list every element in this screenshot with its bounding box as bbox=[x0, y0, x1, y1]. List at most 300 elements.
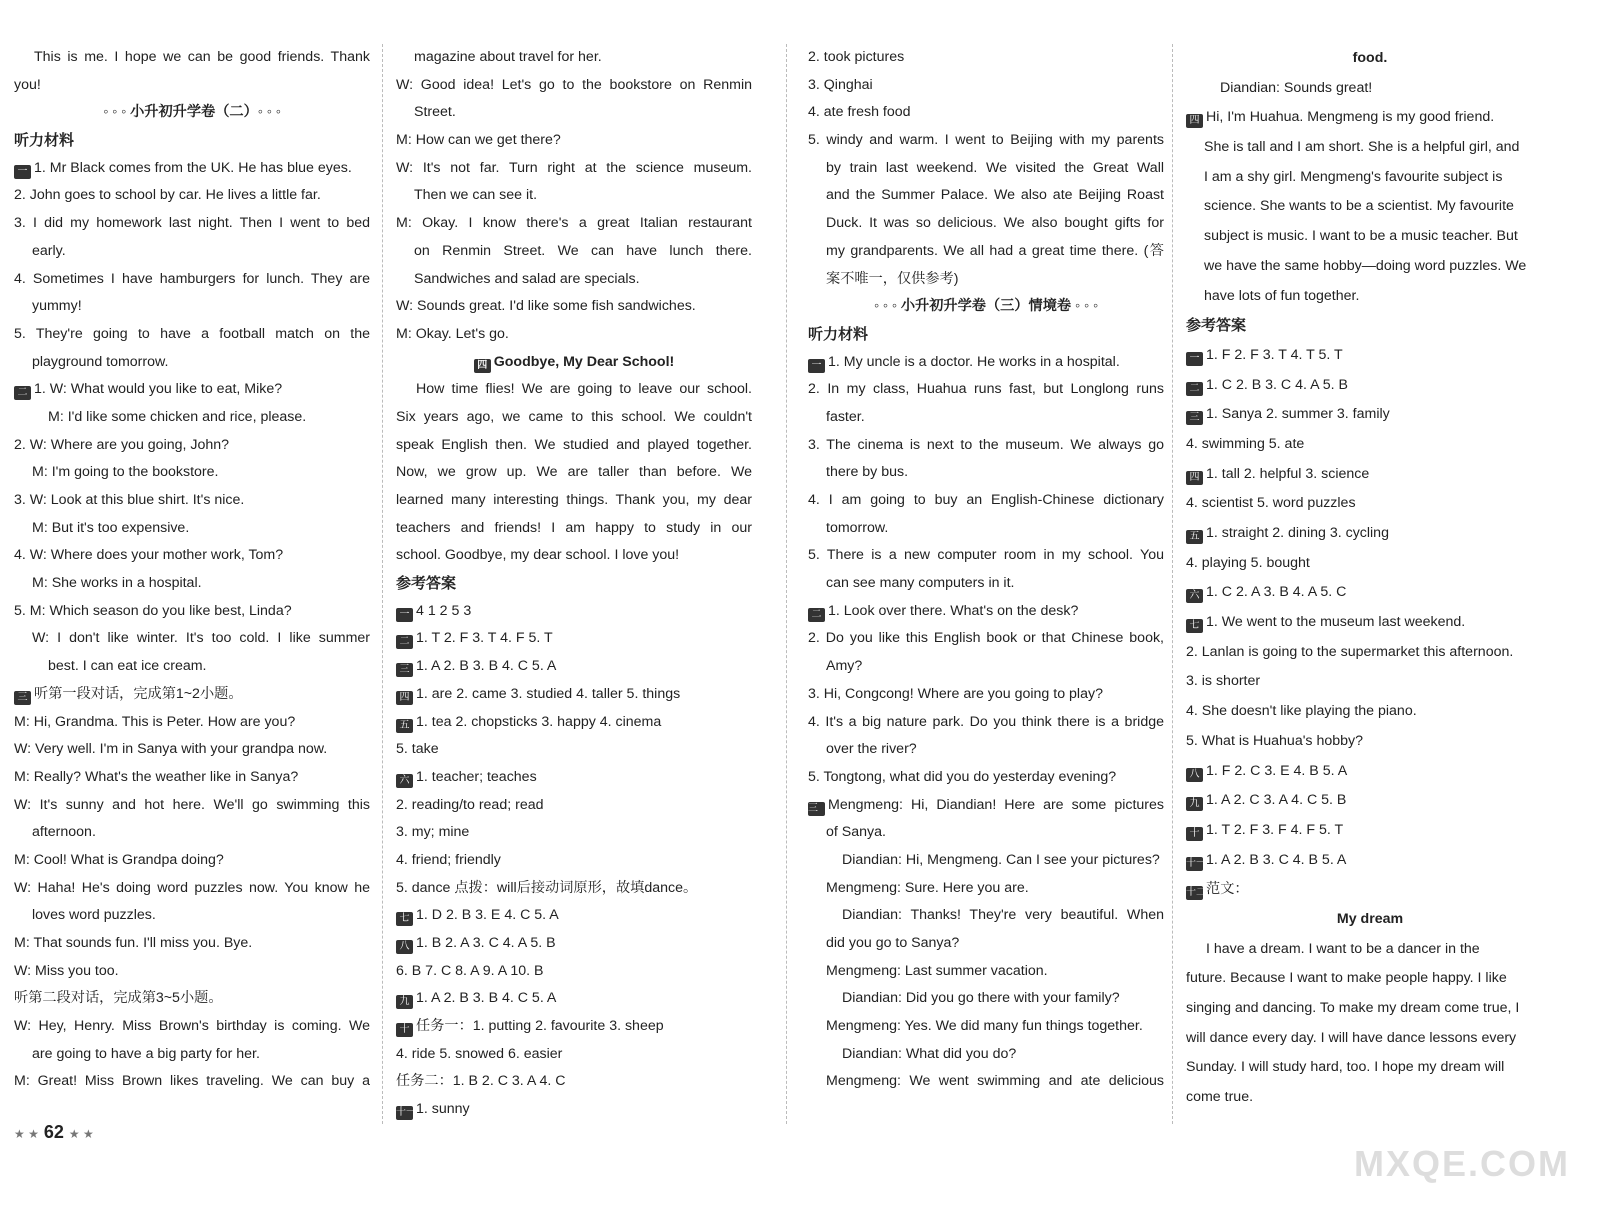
line-text: M: Okay. Let's go. bbox=[396, 325, 509, 342]
text-line bbox=[1186, 400, 1554, 430]
section-marker-icon: 六 bbox=[396, 774, 413, 788]
line-text: food. bbox=[1352, 50, 1388, 66]
text-line bbox=[14, 127, 370, 155]
text-line bbox=[1186, 519, 1554, 549]
text-line bbox=[396, 736, 752, 764]
line-text: Sunday. I will study hard, too. I hope my dream will bbox=[1186, 1059, 1505, 1076]
text-line bbox=[396, 598, 752, 626]
text-line bbox=[1186, 905, 1554, 935]
text-line bbox=[1186, 44, 1554, 74]
text-line bbox=[14, 210, 370, 238]
line-text: 1. A 2. B 3. B 4. C 5. A bbox=[416, 990, 557, 1007]
text-line bbox=[396, 764, 752, 792]
line-text: 参考答案 bbox=[396, 574, 457, 593]
line-text: Hi, I'm Huahua. Mengmeng is my good friend. bbox=[1206, 109, 1495, 126]
text-line bbox=[14, 570, 370, 598]
line-text: 3. Qinghai bbox=[808, 76, 873, 93]
text-line bbox=[14, 985, 370, 1013]
line-text: we have the same hobby—doing word puzzles. We bbox=[1204, 257, 1527, 274]
text-line bbox=[1186, 757, 1554, 787]
line-text: ◦ ◦ ◦ 小升初升学卷（三）情境卷 ◦ ◦ ◦ bbox=[873, 298, 1099, 315]
line-text: on Renmin Street. We can have lunch there. bbox=[414, 242, 752, 259]
section-marker-icon: 十一 bbox=[396, 1107, 416, 1119]
text-line bbox=[396, 210, 752, 238]
line-text: I have a dream. I want to be a dancer in the bbox=[1206, 940, 1480, 957]
line-text: 1. We went to the museum last weekend. bbox=[1206, 614, 1466, 631]
line-text: W: Miss you too. bbox=[14, 962, 119, 979]
line-text: can see many computers in it. bbox=[826, 575, 1015, 592]
text-line bbox=[14, 1068, 370, 1096]
line-text: Then we can see it. bbox=[414, 187, 538, 204]
text-line bbox=[14, 542, 370, 570]
text-line bbox=[14, 736, 370, 764]
line-text: 4. playing 5. bought bbox=[1186, 554, 1310, 571]
text-line bbox=[1186, 786, 1554, 816]
text-line bbox=[1186, 460, 1554, 490]
line-text: 4. W: Where does your mother work, Tom? bbox=[14, 547, 284, 564]
text-line bbox=[808, 792, 1164, 820]
line-text: 1. T 2. F 3. F 4. F 5. T bbox=[1206, 821, 1344, 838]
line-text: W: I don't like winter. It's too cold. I like summer bbox=[32, 630, 370, 647]
text-line bbox=[808, 155, 1164, 183]
line-text: Sandwiches and salad are specials. bbox=[414, 270, 640, 287]
text-line bbox=[14, 266, 370, 294]
text-line bbox=[1186, 282, 1554, 312]
line-text: Diandian: Hi, Mengmeng. Can I see your pictures? bbox=[842, 851, 1160, 868]
text-line bbox=[396, 709, 752, 737]
text-line bbox=[808, 1013, 1164, 1041]
line-text: W: It's sunny and hot here. We'll go swimming this bbox=[14, 796, 370, 813]
line-text: Mengmeng: Yes. We did many fun things together. bbox=[826, 1018, 1143, 1035]
line-text: 4. scientist 5. word puzzles bbox=[1186, 495, 1356, 512]
line-text: 1. A 2. C 3. A 4. C 5. B bbox=[1206, 792, 1347, 809]
text-line bbox=[1186, 638, 1554, 668]
column-3 bbox=[808, 44, 1164, 1096]
line-text: 1. F 2. F 3. T 4. T 5. T bbox=[1206, 346, 1343, 363]
line-text: 4. Sometimes I have hamburgers for lunch. They are bbox=[14, 270, 370, 287]
line-text: How time flies! We are going to leave our school. bbox=[416, 381, 752, 398]
text-line bbox=[808, 598, 1164, 626]
text-line bbox=[1186, 994, 1554, 1024]
text-line bbox=[14, 376, 370, 404]
text-line bbox=[14, 238, 370, 266]
line-text: M: I'd like some chicken and rice, please. bbox=[48, 408, 307, 425]
line-text: Diandian: What did you do? bbox=[842, 1045, 1017, 1062]
text-line bbox=[14, 792, 370, 820]
text-line bbox=[1186, 608, 1554, 638]
section-marker-icon: 十二 bbox=[1186, 887, 1206, 899]
line-text: M: She works in a hospital. bbox=[32, 575, 202, 592]
text-line bbox=[1186, 163, 1554, 193]
text-line bbox=[1186, 935, 1554, 965]
line-text: M: Hi, Grandma. This is Peter. How are you? bbox=[14, 713, 296, 730]
line-text: 听第一段对话，完成第1~2小题。 bbox=[34, 685, 243, 702]
line-text: Mengmeng: Sure. Here you are. bbox=[826, 879, 1029, 896]
line-text: 1. sunny bbox=[416, 1101, 470, 1118]
text-line bbox=[14, 155, 370, 183]
line-text: Mengmeng: Hi, Diandian! Here are some pictures bbox=[828, 796, 1164, 813]
line-text: science. She wants to be a scientist. My favourite bbox=[1204, 198, 1514, 215]
line-text: are going to have a big party for her. bbox=[32, 1045, 260, 1062]
section-marker-icon: 二 bbox=[14, 386, 31, 400]
text-line bbox=[1186, 192, 1554, 222]
line-text: 5. They're going to have a football match on the bbox=[14, 325, 370, 342]
text-line bbox=[1186, 727, 1554, 757]
text-line bbox=[808, 902, 1164, 930]
text-line bbox=[396, 266, 752, 294]
line-text: 2. In my class, Huahua runs fast, but Longlong runs bbox=[808, 381, 1164, 398]
line-text: M: How can we get there? bbox=[396, 132, 561, 149]
text-line bbox=[396, 653, 752, 681]
section-marker-icon: 十一 bbox=[1186, 857, 1206, 869]
line-text: I am a shy girl. Mengmeng's favourite subject is bbox=[1204, 168, 1503, 185]
line-text: will dance every day. I will have dance lessons every bbox=[1186, 1029, 1517, 1046]
section-marker-icon: 三 bbox=[1186, 411, 1203, 425]
line-text: 4. I am going to buy an English-Chinese dictionary bbox=[808, 492, 1164, 508]
line-text: Six years ago, we came to this school. We couldn't bbox=[396, 408, 752, 425]
line-text: ◦ ◦ ◦ 小升初升学卷（二）◦ ◦ ◦ bbox=[103, 104, 281, 121]
text-line bbox=[396, 182, 752, 210]
text-line bbox=[808, 376, 1164, 404]
line-text: This is me. I hope we can be good friends. Thank bbox=[34, 49, 370, 65]
line-text: tomorrow. bbox=[826, 519, 889, 536]
line-text: She is tall and I am short. She is a helpful girl, and bbox=[1204, 139, 1520, 156]
line-text: Mengmeng: We went swimming and ate delicious bbox=[826, 1073, 1164, 1090]
line-text: 4. friend; friendly bbox=[396, 851, 501, 868]
text-line bbox=[396, 1096, 752, 1124]
text-line bbox=[14, 625, 370, 653]
text-line bbox=[14, 875, 370, 903]
line-text: 2. Do you like this English book or that Chinese book, bbox=[808, 630, 1164, 647]
line-text: 4. ate fresh food bbox=[808, 104, 911, 121]
text-line bbox=[396, 570, 752, 598]
line-text: 1. tall 2. helpful 3. science bbox=[1206, 465, 1370, 482]
text-line bbox=[1186, 816, 1554, 846]
section-marker-icon: 四 bbox=[1186, 114, 1203, 128]
text-line bbox=[1186, 74, 1554, 104]
section-marker-icon: 一 bbox=[1186, 352, 1203, 366]
text-line bbox=[1186, 489, 1554, 519]
text-line bbox=[396, 681, 752, 709]
line-text: subject is music. I want to be a music teacher. But bbox=[1204, 228, 1518, 245]
text-line bbox=[396, 902, 752, 930]
text-line bbox=[396, 542, 752, 570]
star-icon: ★ ★ bbox=[68, 1127, 94, 1141]
line-text: W: Good idea! Let's go to the bookstore on Renmin bbox=[396, 76, 752, 93]
line-text: Goodbye, My Dear School! bbox=[493, 353, 675, 370]
section-marker-icon: 一 bbox=[14, 165, 31, 179]
line-text: 4. ride 5. snowed 6. easier bbox=[396, 1045, 563, 1062]
text-line bbox=[396, 44, 752, 72]
star-icon: ★ ★ bbox=[14, 1127, 39, 1141]
page-number: 62 bbox=[43, 1122, 64, 1142]
line-text: 5. take bbox=[396, 741, 439, 758]
line-text: afternoon. bbox=[32, 824, 96, 841]
line-text: Diandian: Did you go there with your family? bbox=[842, 990, 1120, 1007]
text-line bbox=[808, 99, 1164, 127]
line-text: there by bus. bbox=[826, 464, 909, 481]
line-text: 1. F 2. C 3. E 4. B 5. A bbox=[1206, 762, 1348, 779]
line-text: 1. My uncle is a doctor. He works in a hospital. bbox=[828, 353, 1120, 370]
text-line bbox=[396, 985, 752, 1013]
line-text: 3. The cinema is next to the museum. We always go bbox=[808, 436, 1164, 453]
line-text: 2. John goes to school by car. He lives a little far. bbox=[14, 187, 321, 204]
text-line bbox=[396, 792, 752, 820]
section-marker-icon: 二 bbox=[808, 608, 825, 622]
line-text: magazine about travel for her. bbox=[414, 49, 602, 65]
line-text: W: Very well. I'm in Sanya with your grandpa now. bbox=[14, 741, 328, 758]
line-text: loves word puzzles. bbox=[32, 907, 156, 924]
line-text: 1. Sanya 2. summer 3. family bbox=[1206, 406, 1390, 423]
line-text: 5. dance 点拨：will后接动词原形，故填dance。 bbox=[396, 879, 698, 896]
text-line bbox=[808, 958, 1164, 986]
section-marker-icon: 三 bbox=[396, 663, 413, 677]
text-line bbox=[396, 127, 752, 155]
text-line bbox=[1186, 133, 1554, 163]
text-line bbox=[1186, 311, 1554, 341]
line-text: 4. swimming 5. ate bbox=[1186, 435, 1305, 452]
text-line bbox=[808, 736, 1164, 764]
line-text: M: Okay. I know there's a great Italian restaurant bbox=[396, 215, 752, 232]
line-text: over the river? bbox=[826, 741, 917, 758]
line-text: 听第二段对话，完成第3~5小题。 bbox=[14, 990, 223, 1007]
text-line bbox=[808, 432, 1164, 460]
text-line bbox=[808, 819, 1164, 847]
text-line bbox=[808, 985, 1164, 1013]
text-line bbox=[396, 376, 752, 404]
line-text: of Sanya. bbox=[826, 824, 886, 841]
text-line bbox=[808, 182, 1164, 210]
line-text: my grandparents. We all had a great time there. (答 bbox=[826, 242, 1164, 259]
section-marker-icon: 十 bbox=[396, 1023, 413, 1037]
line-text: 听力材料 bbox=[14, 131, 75, 150]
text-line bbox=[396, 99, 752, 127]
text-line bbox=[396, 1041, 752, 1069]
line-text: M: Cool! What is Grandpa doing? bbox=[14, 851, 224, 868]
line-text: 任务二：1. B 2. C 3. A 4. C bbox=[396, 1073, 566, 1090]
line-text: faster. bbox=[826, 408, 865, 425]
text-line bbox=[808, 1068, 1164, 1096]
section-marker-icon: 三 bbox=[14, 691, 31, 705]
watermark: MXQE.COM bbox=[1353, 1143, 1570, 1184]
section-marker-icon: 五 bbox=[1186, 530, 1203, 544]
line-text: did you go to Sanya? bbox=[826, 935, 960, 951]
column-1 bbox=[14, 44, 370, 1096]
line-text: 1. are 2. came 3. studied 4. taller 5. things bbox=[416, 685, 681, 702]
text-line bbox=[396, 958, 752, 986]
text-line bbox=[14, 99, 370, 127]
line-text: 案不唯一，仅供参考) bbox=[826, 270, 959, 287]
column-divider bbox=[1172, 44, 1173, 1124]
text-line bbox=[14, 349, 370, 377]
line-text: 2. Lanlan is going to the supermarket this afternoon. bbox=[1186, 643, 1514, 660]
line-text: future. Because I want to make people happy. I like bbox=[1186, 970, 1507, 987]
line-text: learned many interesting things. Thank you, my dear bbox=[396, 492, 752, 508]
text-line bbox=[1186, 846, 1554, 876]
line-text: 5. Tongtong, what did you do yesterday evening? bbox=[808, 768, 1117, 785]
line-text: 范文： bbox=[1206, 881, 1249, 898]
text-line bbox=[14, 487, 370, 515]
text-line bbox=[808, 487, 1164, 515]
line-text: 5. There is a new computer room in my school. You bbox=[808, 547, 1164, 564]
line-text: singing and dancing. To make my dream come true, I bbox=[1186, 1000, 1520, 1016]
line-text: 1. C 2. B 3. C 4. A 5. B bbox=[1206, 376, 1348, 393]
line-text: 1. Mr Black comes from the UK. He has blue eyes. bbox=[34, 159, 352, 176]
line-text: come true. bbox=[1186, 1089, 1254, 1106]
line-text: teachers and friends! I am happy to study in our bbox=[396, 519, 752, 536]
line-text: 听力材料 bbox=[808, 324, 869, 343]
text-line bbox=[14, 958, 370, 986]
text-line bbox=[396, 459, 752, 487]
line-text: best. I can eat ice cream. bbox=[48, 658, 207, 675]
line-text: 5. What is Huahua's hobby? bbox=[1186, 732, 1364, 749]
text-line bbox=[808, 349, 1164, 377]
section-marker-icon: 二 bbox=[1186, 382, 1203, 396]
line-text: 任务一：1. putting 2. favourite 3. sheep bbox=[416, 1018, 664, 1035]
line-text: 4. She doesn't like playing the piano. bbox=[1186, 703, 1417, 720]
section-marker-icon: 二 bbox=[396, 635, 413, 649]
text-line bbox=[396, 432, 752, 460]
line-text: school. Goodbye, my dear school. I love you! bbox=[396, 547, 680, 564]
text-line bbox=[1186, 875, 1554, 905]
text-line bbox=[1186, 549, 1554, 579]
text-line bbox=[396, 625, 752, 653]
text-line bbox=[396, 819, 752, 847]
section-marker-icon: 八 bbox=[1186, 768, 1203, 782]
text-line bbox=[396, 875, 752, 903]
section-marker-icon: 一 bbox=[396, 608, 413, 622]
column-4 bbox=[1186, 44, 1554, 1113]
text-line bbox=[14, 293, 370, 321]
line-text: speak English then. We studied and played together. bbox=[396, 436, 752, 453]
line-text: W: Haha! He's doing word puzzles now. You know he bbox=[14, 879, 370, 896]
text-line bbox=[808, 293, 1164, 321]
text-line bbox=[14, 653, 370, 681]
line-text: 1. teacher; teaches bbox=[416, 768, 537, 785]
text-line bbox=[396, 930, 752, 958]
text-line bbox=[808, 404, 1164, 432]
text-line bbox=[14, 930, 370, 958]
text-line bbox=[808, 238, 1164, 266]
line-text: 2. took pictures bbox=[808, 49, 905, 65]
line-text: 1. D 2. B 3. E 4. C 5. A bbox=[416, 907, 559, 924]
text-line bbox=[808, 266, 1164, 294]
text-line bbox=[14, 819, 370, 847]
line-text: 6. B 7. C 8. A 9. A 10. B bbox=[396, 962, 544, 979]
line-text: 2. W: Where are you going, John? bbox=[14, 436, 230, 453]
section-marker-icon: 九 bbox=[396, 995, 413, 1009]
column-2 bbox=[396, 44, 752, 1124]
page-footer bbox=[14, 1122, 94, 1143]
line-text: Diandian: Sounds great! bbox=[1220, 79, 1373, 96]
text-line bbox=[14, 321, 370, 349]
column-divider bbox=[786, 44, 787, 1124]
text-line bbox=[1186, 697, 1554, 727]
text-line bbox=[14, 764, 370, 792]
text-line bbox=[1186, 371, 1554, 401]
line-text: 1. A 2. B 3. B 4. C 5. A bbox=[416, 658, 557, 675]
line-text: M: But it's too expensive. bbox=[32, 519, 190, 536]
text-line bbox=[14, 404, 370, 432]
text-line bbox=[396, 238, 752, 266]
text-line bbox=[1186, 1024, 1554, 1054]
text-line bbox=[1186, 103, 1554, 133]
text-line bbox=[14, 515, 370, 543]
text-line bbox=[808, 625, 1164, 653]
line-text: 1. tea 2. chopsticks 3. happy 4. cinema bbox=[416, 713, 662, 730]
text-line bbox=[396, 72, 752, 100]
section-marker-icon: 四 bbox=[474, 359, 491, 373]
text-line bbox=[396, 349, 752, 377]
line-text: 3. is shorter bbox=[1186, 673, 1261, 690]
line-text: 3. Hi, Congcong! Where are you going to play? bbox=[808, 685, 1103, 702]
line-text: 3. W: Look at this blue shirt. It's nice. bbox=[14, 492, 245, 508]
text-line bbox=[396, 293, 752, 321]
line-text: Amy? bbox=[826, 658, 863, 675]
line-text: 1. C 2. A 3. B 4. A 5. C bbox=[1206, 584, 1347, 601]
line-text: Now, we grow up. We are taller than before. We bbox=[396, 464, 752, 481]
text-line bbox=[396, 404, 752, 432]
text-line bbox=[1186, 341, 1554, 371]
line-text: 5. M: Which season do you like best, Linda? bbox=[14, 602, 292, 619]
section-marker-icon: 四 bbox=[396, 691, 413, 705]
text-line bbox=[396, 487, 752, 515]
text-line bbox=[1186, 578, 1554, 608]
line-text: 3. I did my homework last night. Then I went to bed bbox=[14, 215, 370, 232]
line-text: playground tomorrow. bbox=[32, 353, 169, 370]
line-text: Mengmeng: Last summer vacation. bbox=[826, 962, 1048, 979]
text-line bbox=[808, 681, 1164, 709]
text-line bbox=[808, 653, 1164, 681]
column-divider bbox=[382, 44, 383, 1124]
text-line bbox=[808, 321, 1164, 349]
section-marker-icon: 四 bbox=[1186, 471, 1203, 485]
text-line bbox=[396, 515, 752, 543]
section-marker-icon: 三 bbox=[808, 802, 825, 816]
line-text: 4 1 2 5 3 bbox=[416, 602, 472, 619]
line-text: 1. W: What would you like to eat, Mike? bbox=[34, 381, 283, 398]
text-line bbox=[396, 321, 752, 349]
section-marker-icon: 七 bbox=[396, 912, 413, 926]
line-text: M: That sounds fun. I'll miss you. Bye. bbox=[14, 935, 253, 951]
text-line bbox=[808, 847, 1164, 875]
text-line bbox=[1186, 222, 1554, 252]
text-line bbox=[1186, 430, 1554, 460]
line-text: you! bbox=[14, 76, 41, 93]
text-line bbox=[1186, 964, 1554, 994]
line-text: 4. It's a big nature park. Do you think there is a bridge bbox=[808, 713, 1164, 730]
line-text: 1. straight 2. dining 3. cycling bbox=[1206, 525, 1389, 541]
line-text: by train last weekend. We visited the Great Wall bbox=[826, 159, 1164, 176]
text-line bbox=[14, 709, 370, 737]
text-line bbox=[808, 72, 1164, 100]
section-marker-icon: 五 bbox=[396, 719, 413, 733]
text-line bbox=[396, 155, 752, 183]
line-text: W: It's not far. Turn right at the science museum. bbox=[396, 159, 752, 176]
line-text: and the Summer Palace. We also ate Beijing Roast bbox=[826, 187, 1164, 204]
section-marker-icon: 一 bbox=[808, 359, 825, 373]
line-text: have lots of fun together. bbox=[1204, 287, 1360, 304]
text-line bbox=[808, 1041, 1164, 1069]
text-line bbox=[14, 1041, 370, 1069]
line-text: My dream bbox=[1336, 910, 1404, 927]
line-text: W: Sounds great. I'd like some fish sandwiches. bbox=[396, 298, 696, 315]
text-line bbox=[808, 542, 1164, 570]
text-line bbox=[808, 570, 1164, 598]
text-line bbox=[808, 127, 1164, 155]
text-line bbox=[396, 1013, 752, 1041]
text-line bbox=[14, 598, 370, 626]
